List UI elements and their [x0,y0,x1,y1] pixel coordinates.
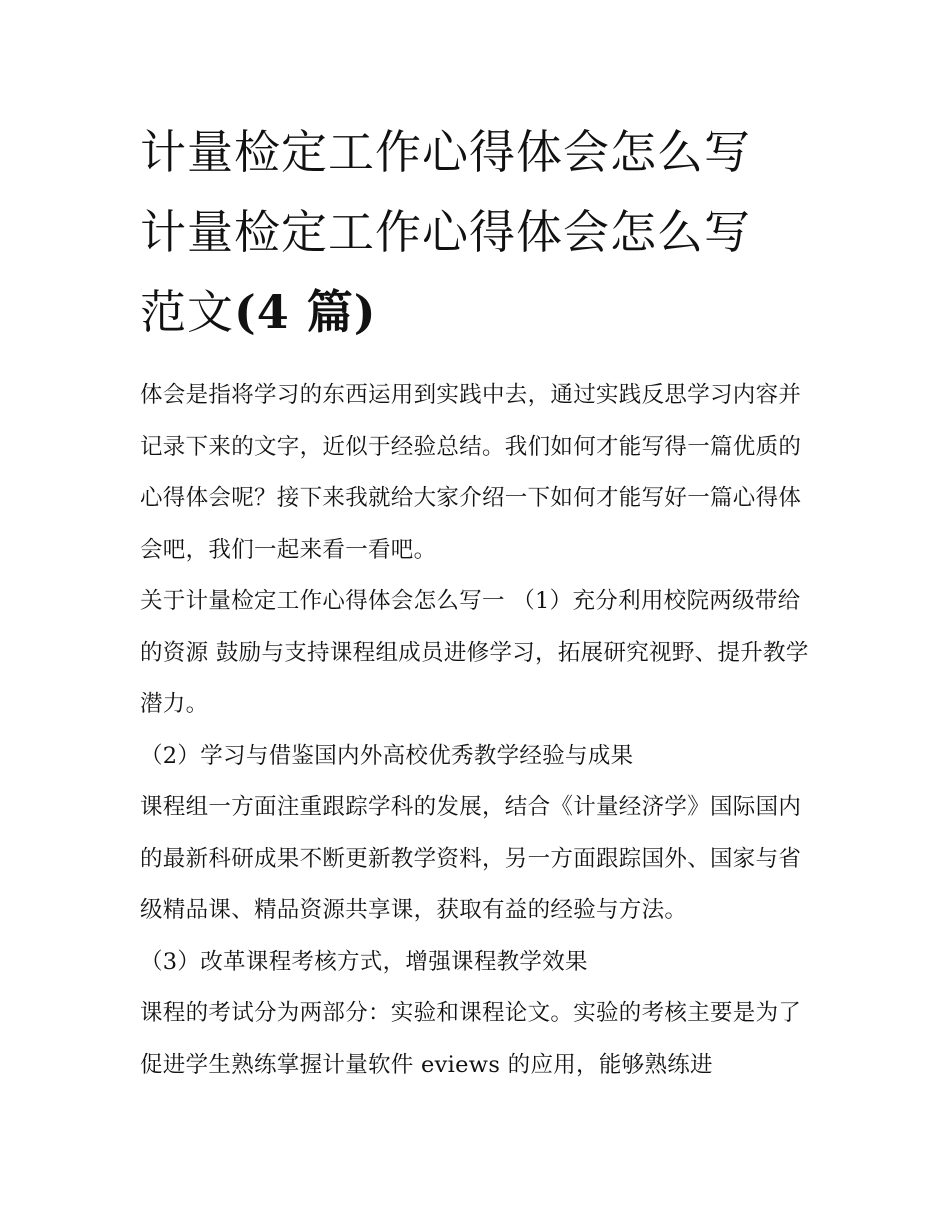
title-line-3: 范文 [140,285,234,339]
document-content [140,112,812,1091]
point-three-paragraph: 课程的考试分为两部分：实验和课程论文。实验的考核主要是为了促进学生熟练掌握计量软件 eviews 的应用，能够熟练进 [140,1000,802,1078]
point-two-heading: （2）学习与借鉴国内外高校优秀教学经验与成果 [140,742,634,769]
title-line-2: 计量检定工作心得体会怎么写 [140,205,751,259]
document-title [140,112,812,352]
title-count: (4 篇) [234,285,377,339]
section-one-paragraph: 关于计量检定工作心得体会怎么写一 （1）充分利用校院两级带给的资源 鼓励与支持课程组成员进修学习，拓展研究视野、提升教学潜力。 [140,588,809,717]
intro-paragraph: 体会是指将学习的东西运用到实践中去，通过实践反思学习内容并记录下来的文字，近似于经验总结。我们如何才能写得一篇优质的心得体会呢？接下来我就给大家介绍一下如何才能写好一篇心得体会吧，我们一起来看一看吧。 [140,382,802,563]
document-body [140,370,812,1091]
point-three-heading: （3）改革课程考核方式，增强课程教学效果 [140,948,588,975]
point-two-paragraph: 课程组一方面注重跟踪学科的发展，结合《计量经济学》国际国内的最新科研成果不断更新教学资料，另一方面跟踪国外、国家与省级精品课、精品资源共享课，获取有益的经验与方法。 [140,794,802,923]
title-line-1: 计量检定工作心得体会怎么写 [140,125,751,179]
